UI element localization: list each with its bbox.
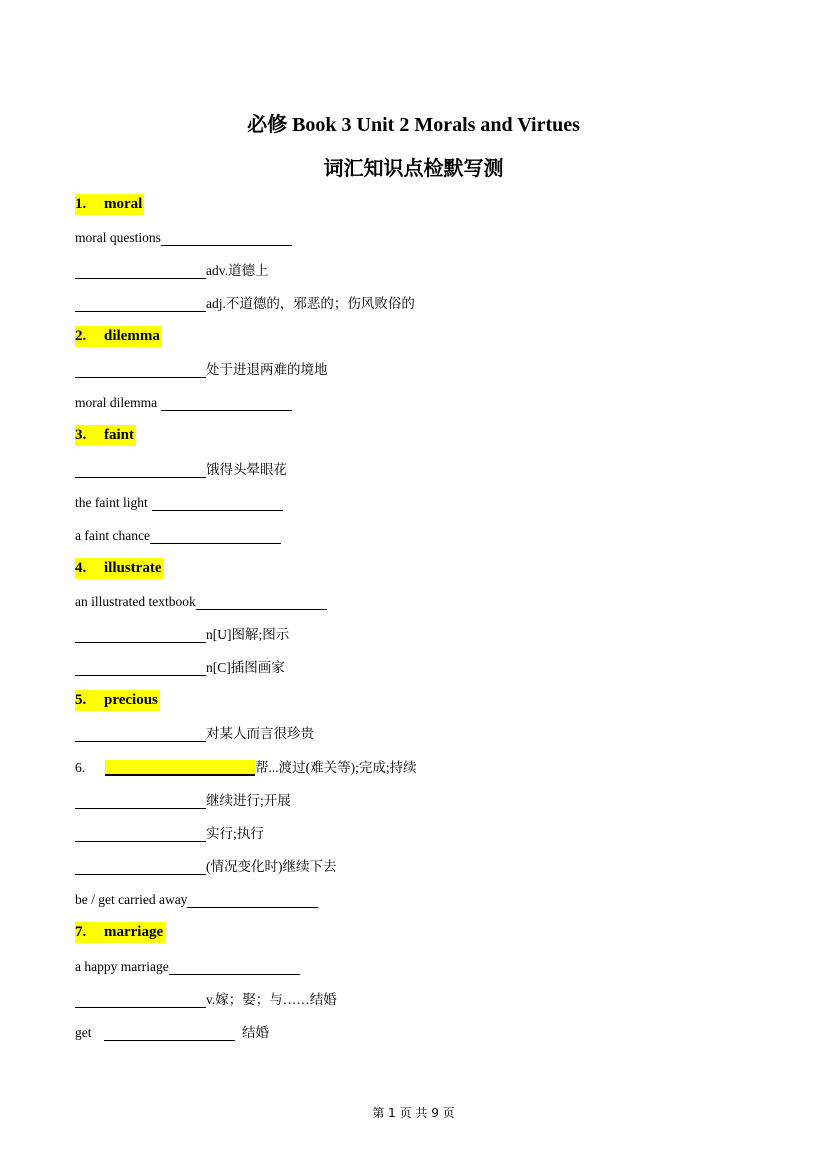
- answer-blank[interactable]: [75, 860, 206, 875]
- answer-blank[interactable]: [75, 463, 206, 478]
- answer-blank[interactable]: [75, 827, 206, 842]
- list-item: a faint chance: [75, 524, 281, 544]
- section-heading: 1. moral: [75, 194, 144, 215]
- answer-blank[interactable]: [75, 628, 206, 643]
- list-item: n[U]图解;图示: [75, 623, 289, 643]
- list-item: (情况变化时)继续下去: [75, 855, 337, 875]
- section-heading: 5. precious: [75, 690, 160, 711]
- answer-blank[interactable]: [196, 595, 327, 610]
- answer-blank[interactable]: [161, 396, 292, 411]
- page-subtitle: 词汇知识点检默写测: [323, 158, 504, 180]
- answer-blank[interactable]: [105, 760, 255, 776]
- section-heading: 2. dilemma: [75, 326, 162, 347]
- list-item: 处于进退两难的境地: [75, 358, 328, 378]
- answer-blank[interactable]: [75, 297, 206, 312]
- list-item: moral questions: [75, 226, 292, 246]
- list-item: 6. 帮...渡过(难关等);完成;持续: [75, 760, 417, 775]
- list-item: a happy marriage: [75, 955, 300, 975]
- list-item: 饿得头晕眼花: [75, 458, 287, 478]
- answer-blank[interactable]: [169, 960, 300, 975]
- list-item: an illustrated textbook: [75, 590, 327, 610]
- answer-blank[interactable]: [150, 529, 281, 544]
- section-heading: 4. illustrate: [75, 558, 164, 579]
- section-heading: 7. marriage: [75, 922, 165, 943]
- answer-blank[interactable]: [75, 264, 206, 279]
- list-item: moral dilemma: [75, 391, 292, 411]
- list-item: 实行;执行: [75, 822, 264, 842]
- list-item: be / get carried away: [75, 888, 318, 908]
- page-footer: 第 1 页 共 9 页: [372, 1106, 455, 1120]
- answer-blank[interactable]: [75, 794, 206, 809]
- answer-blank[interactable]: [104, 1026, 235, 1041]
- list-item: the faint light: [75, 491, 283, 511]
- list-item: v.嫁；娶；与……结婚: [75, 988, 337, 1008]
- section-heading: 3. faint: [75, 425, 136, 446]
- list-item: 对某人而言很珍贵: [75, 722, 314, 742]
- answer-blank[interactable]: [75, 727, 206, 742]
- list-item: 继续进行;开展: [75, 789, 291, 809]
- list-item: adj.不道德的，邪恶的；伤风败俗的: [75, 292, 415, 312]
- answer-blank[interactable]: [161, 231, 292, 246]
- answer-blank[interactable]: [75, 661, 206, 676]
- list-item: n[C]插图画家: [75, 656, 285, 676]
- answer-blank[interactable]: [187, 893, 318, 908]
- page-title: 必修 Book 3 Unit 2 Morals and Virtues: [247, 114, 580, 136]
- list-item: get 结婚: [75, 1025, 269, 1040]
- answer-blank[interactable]: [152, 496, 283, 511]
- answer-blank[interactable]: [75, 993, 206, 1008]
- answer-blank[interactable]: [75, 363, 206, 378]
- list-item: adv.道德上: [75, 259, 269, 279]
